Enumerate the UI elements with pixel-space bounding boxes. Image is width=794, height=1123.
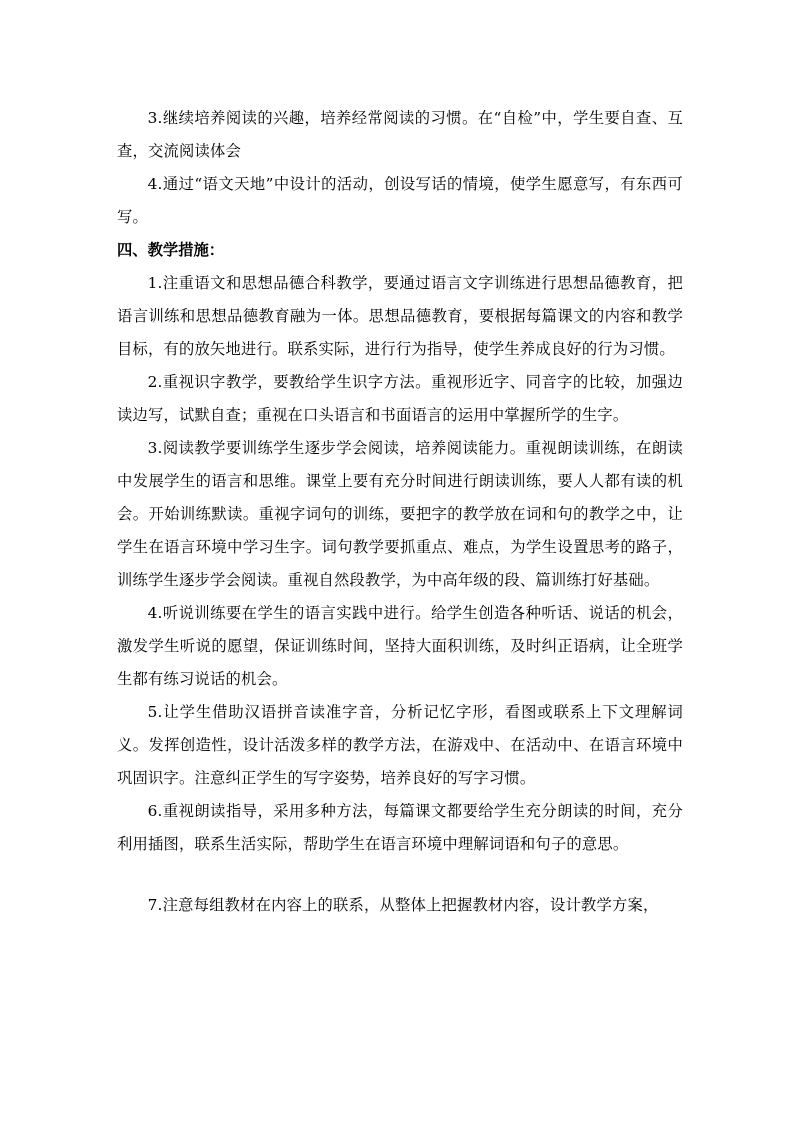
paragraph-measure-6: 6.重视朗读指导，采用多种方法，每篇课文都要给学生充分朗读的时间，充分利用插图，联系生活实际，帮助学生在语言环境中理解词语和句子的意思。 [117, 802, 683, 853]
paragraph-goal-3: 3.继续培养阅读的兴趣，培养经常阅读的习惯。在“自检”中，学生要自查、互查，交流阅读体会 [117, 109, 683, 160]
paragraph-goal-4: 4.通过“语文天地”中设计的活动，创设写话的情境，使学生愿意写，有东西可写。 [117, 175, 683, 226]
paragraph-measure-1: 1.注重语文和思想品德合科教学，要通过语言文字训练进行思想品德教育，把语言训练和思想品德教育融为一体。思想品德教育，要根据每篇课文的内容和教学目标，有的放矢地进行。联系实际，进行行为指导，使学生养成良好的行为习惯。 [117, 274, 683, 358]
paragraph-measure-7: 7.注意每组教材在内容上的联系，从整体上把握教材内容，设计教学方案， [147, 896, 659, 914]
section-heading: 四、教学措施： [117, 241, 225, 259]
paragraph-measure-5: 5.让学生借助汉语拼音读准字音，分析记忆字形，看图或联系上下文理解词义。发挥创造性，设计活泼多样的教学方法，在游戏中、在活动中、在语言环境中巩固识字。注意纠正学生的写字姿势，培养良好的写字习惯。 [117, 703, 683, 787]
paragraph-measure-2: 2.重视识字教学，要教给学生识字方法。重视形近字、同音字的比较，加强边读边写，试默自查；重视在口头语言和书面语言的运用中掌握所学的生字。 [117, 373, 683, 424]
paragraph-spacer [117, 861, 683, 889]
document-body [117, 102, 683, 922]
paragraph-measure-3: 3.阅读教学要训练学生逐步学会阅读，培养阅读能力。重视朗读训练，在朗读中发展学生的语言和思维。课堂上要有充分时间进行朗读训练，要人人都有读的机会。开始训练默读。重视字词句的训练，要把字的教学放在词和句的教学之中，让学生在语言环境中学习生字。词句教学要抓重点、难点，为学生设置思考的路子，训练学生逐步学会阅读。重视自然段教学，为中高年级的段、篇训练打好基础。 [117, 439, 683, 589]
paragraph-measure-4: 4.听说训练要在学生的语言实践中进行。给学生创造各种听话、说话的机会，激发学生听说的愿望，保证训练时间，坚持大面积训练，及时纠正语病，让全班学生都有练习说话的机会。 [117, 604, 683, 688]
